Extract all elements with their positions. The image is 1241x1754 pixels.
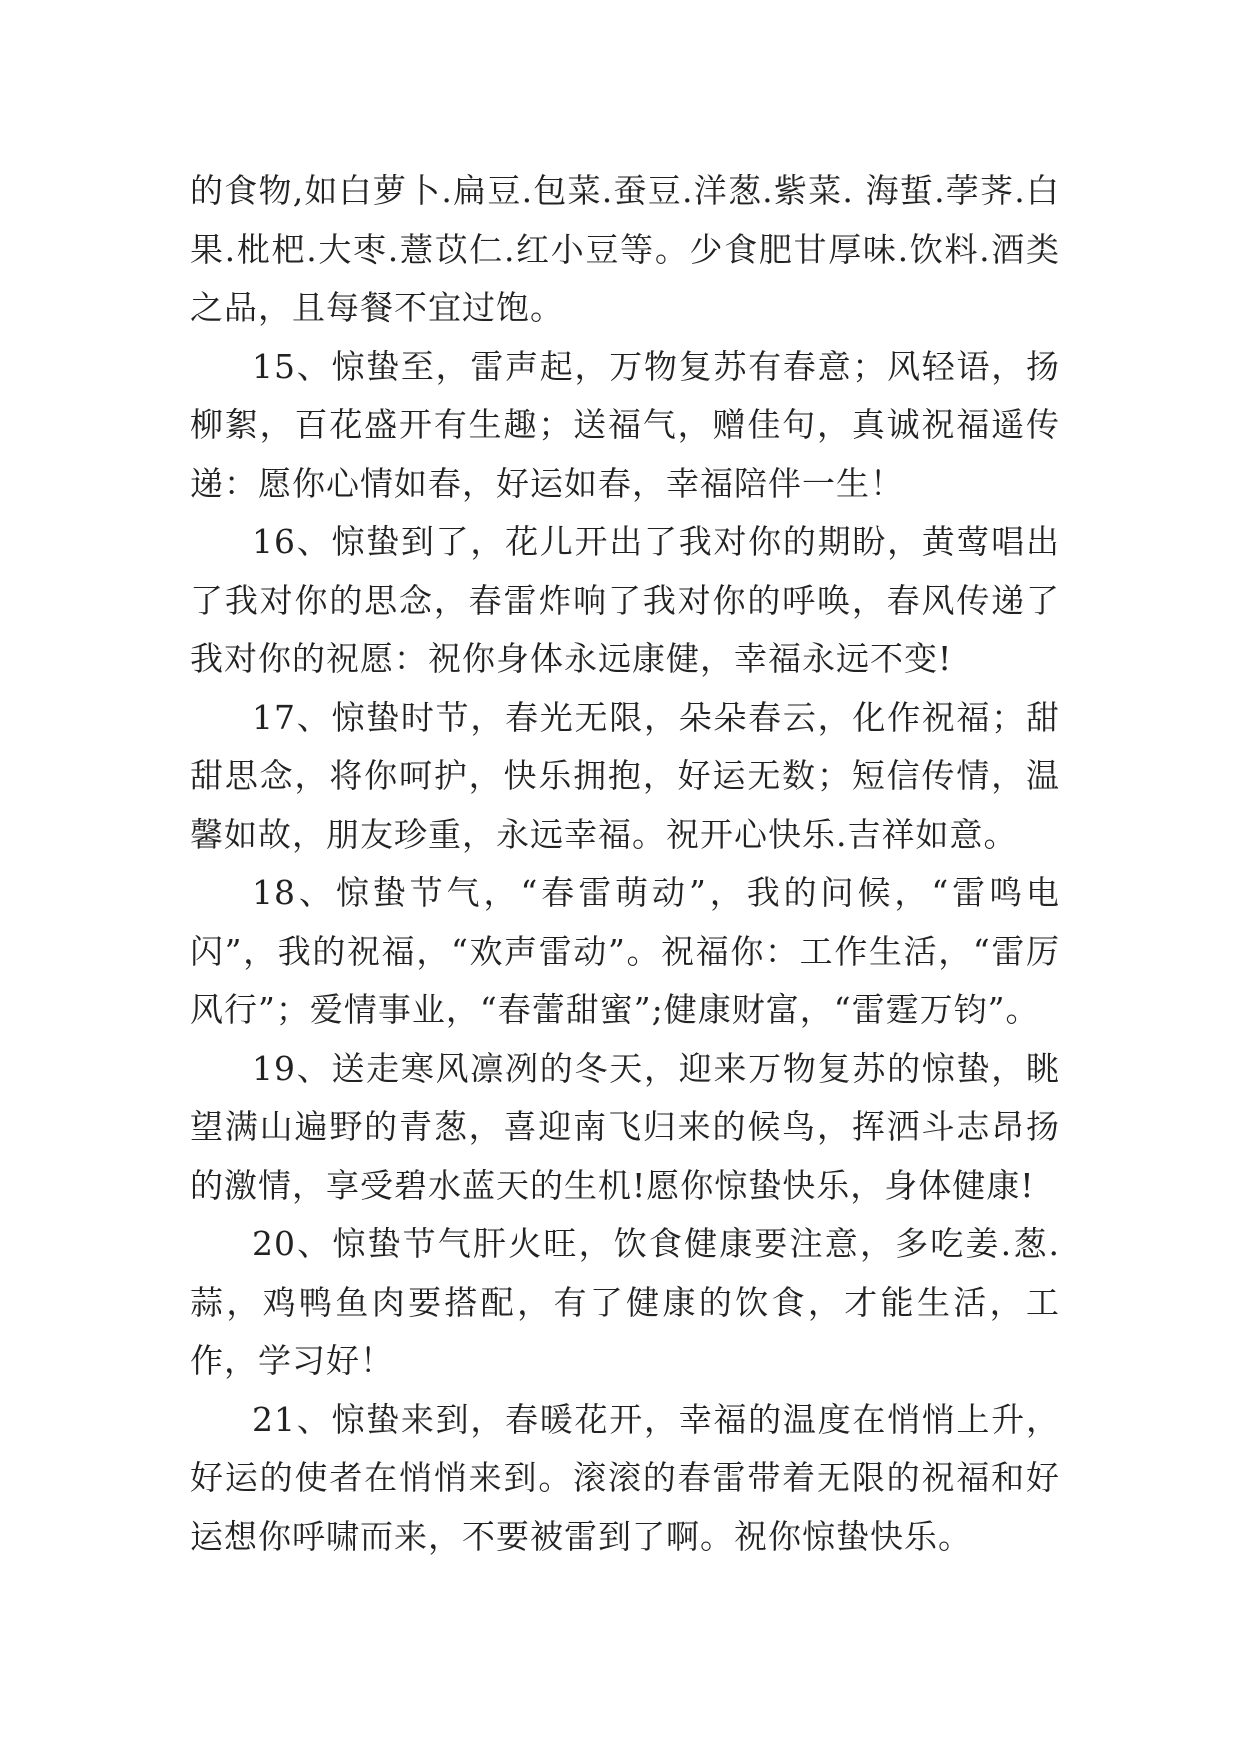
paragraph-15: 15、惊蛰至，雷声起，万物复苏有春意；风轻语，扬柳絮，百花盛开有生趣；送福气，赠佳句，真诚祝福遥传递：愿你心情如春，好运如春，幸福陪伴一生！ [190, 346, 1060, 503]
paragraph-19: 19、送走寒风凛冽的冬天，迎来万物复苏的惊蛰，眺望满山遍野的青葱，喜迎南飞归来的候鸟，挥洒斗志昂扬的激情，享受碧水蓝天的生机!愿你惊蛰快乐，身体健康! [190, 1048, 1060, 1205]
document-body [190, 162, 1060, 1566]
paragraph-continuation: 的食物,如白萝卜.扁豆.包菜.蚕豆.洋葱.紫菜. 海蜇.荸荠.白果.枇杷.大枣.薏苡仁.红小豆等。少食肥甘厚味.饮料.酒类之品，且每餐不宜过饱。 [190, 171, 1060, 327]
paragraph-16: 16、惊蛰到了，花儿开出了我对你的期盼，黄莺唱出了我对你的思念，春雷炸响了我对你的呼唤，春风传递了我对你的祝愿：祝你身体永远康健，幸福永远不变! [190, 522, 1060, 678]
paragraph-20: 20、惊蛰节气肝火旺，饮食健康要注意，多吃姜.葱.蒜，鸡鸭鱼肉要搭配，有了健康的饮食，才能生活，工作，学习好！ [190, 1224, 1060, 1380]
paragraph-17: 17、惊蛰时节，春光无限，朵朵春云，化作祝福；甜甜思念，将你呵护，快乐拥抱，好运无数；短信传情，温馨如故，朋友珍重，永远幸福。祝开心快乐.吉祥如意。 [190, 697, 1060, 854]
paragraph-21: 21、惊蛰来到，春暖花开，幸福的温度在悄悄上升，好运的使者在悄悄来到。滚滚的春雷带着无限的祝福和好运想你呼啸而来，不要被雷到了啊。祝你惊蛰快乐。 [190, 1399, 1060, 1556]
paragraph-18: 18、惊蛰节气，“春雷萌动”，我的问候，“雷鸣电闪”，我的祝福，“欢声雷动”。祝福你：工作生活，“雷厉风行”；爱情事业，“春蕾甜蜜”;健康财富，“雷霆万钧”。 [190, 873, 1060, 1029]
